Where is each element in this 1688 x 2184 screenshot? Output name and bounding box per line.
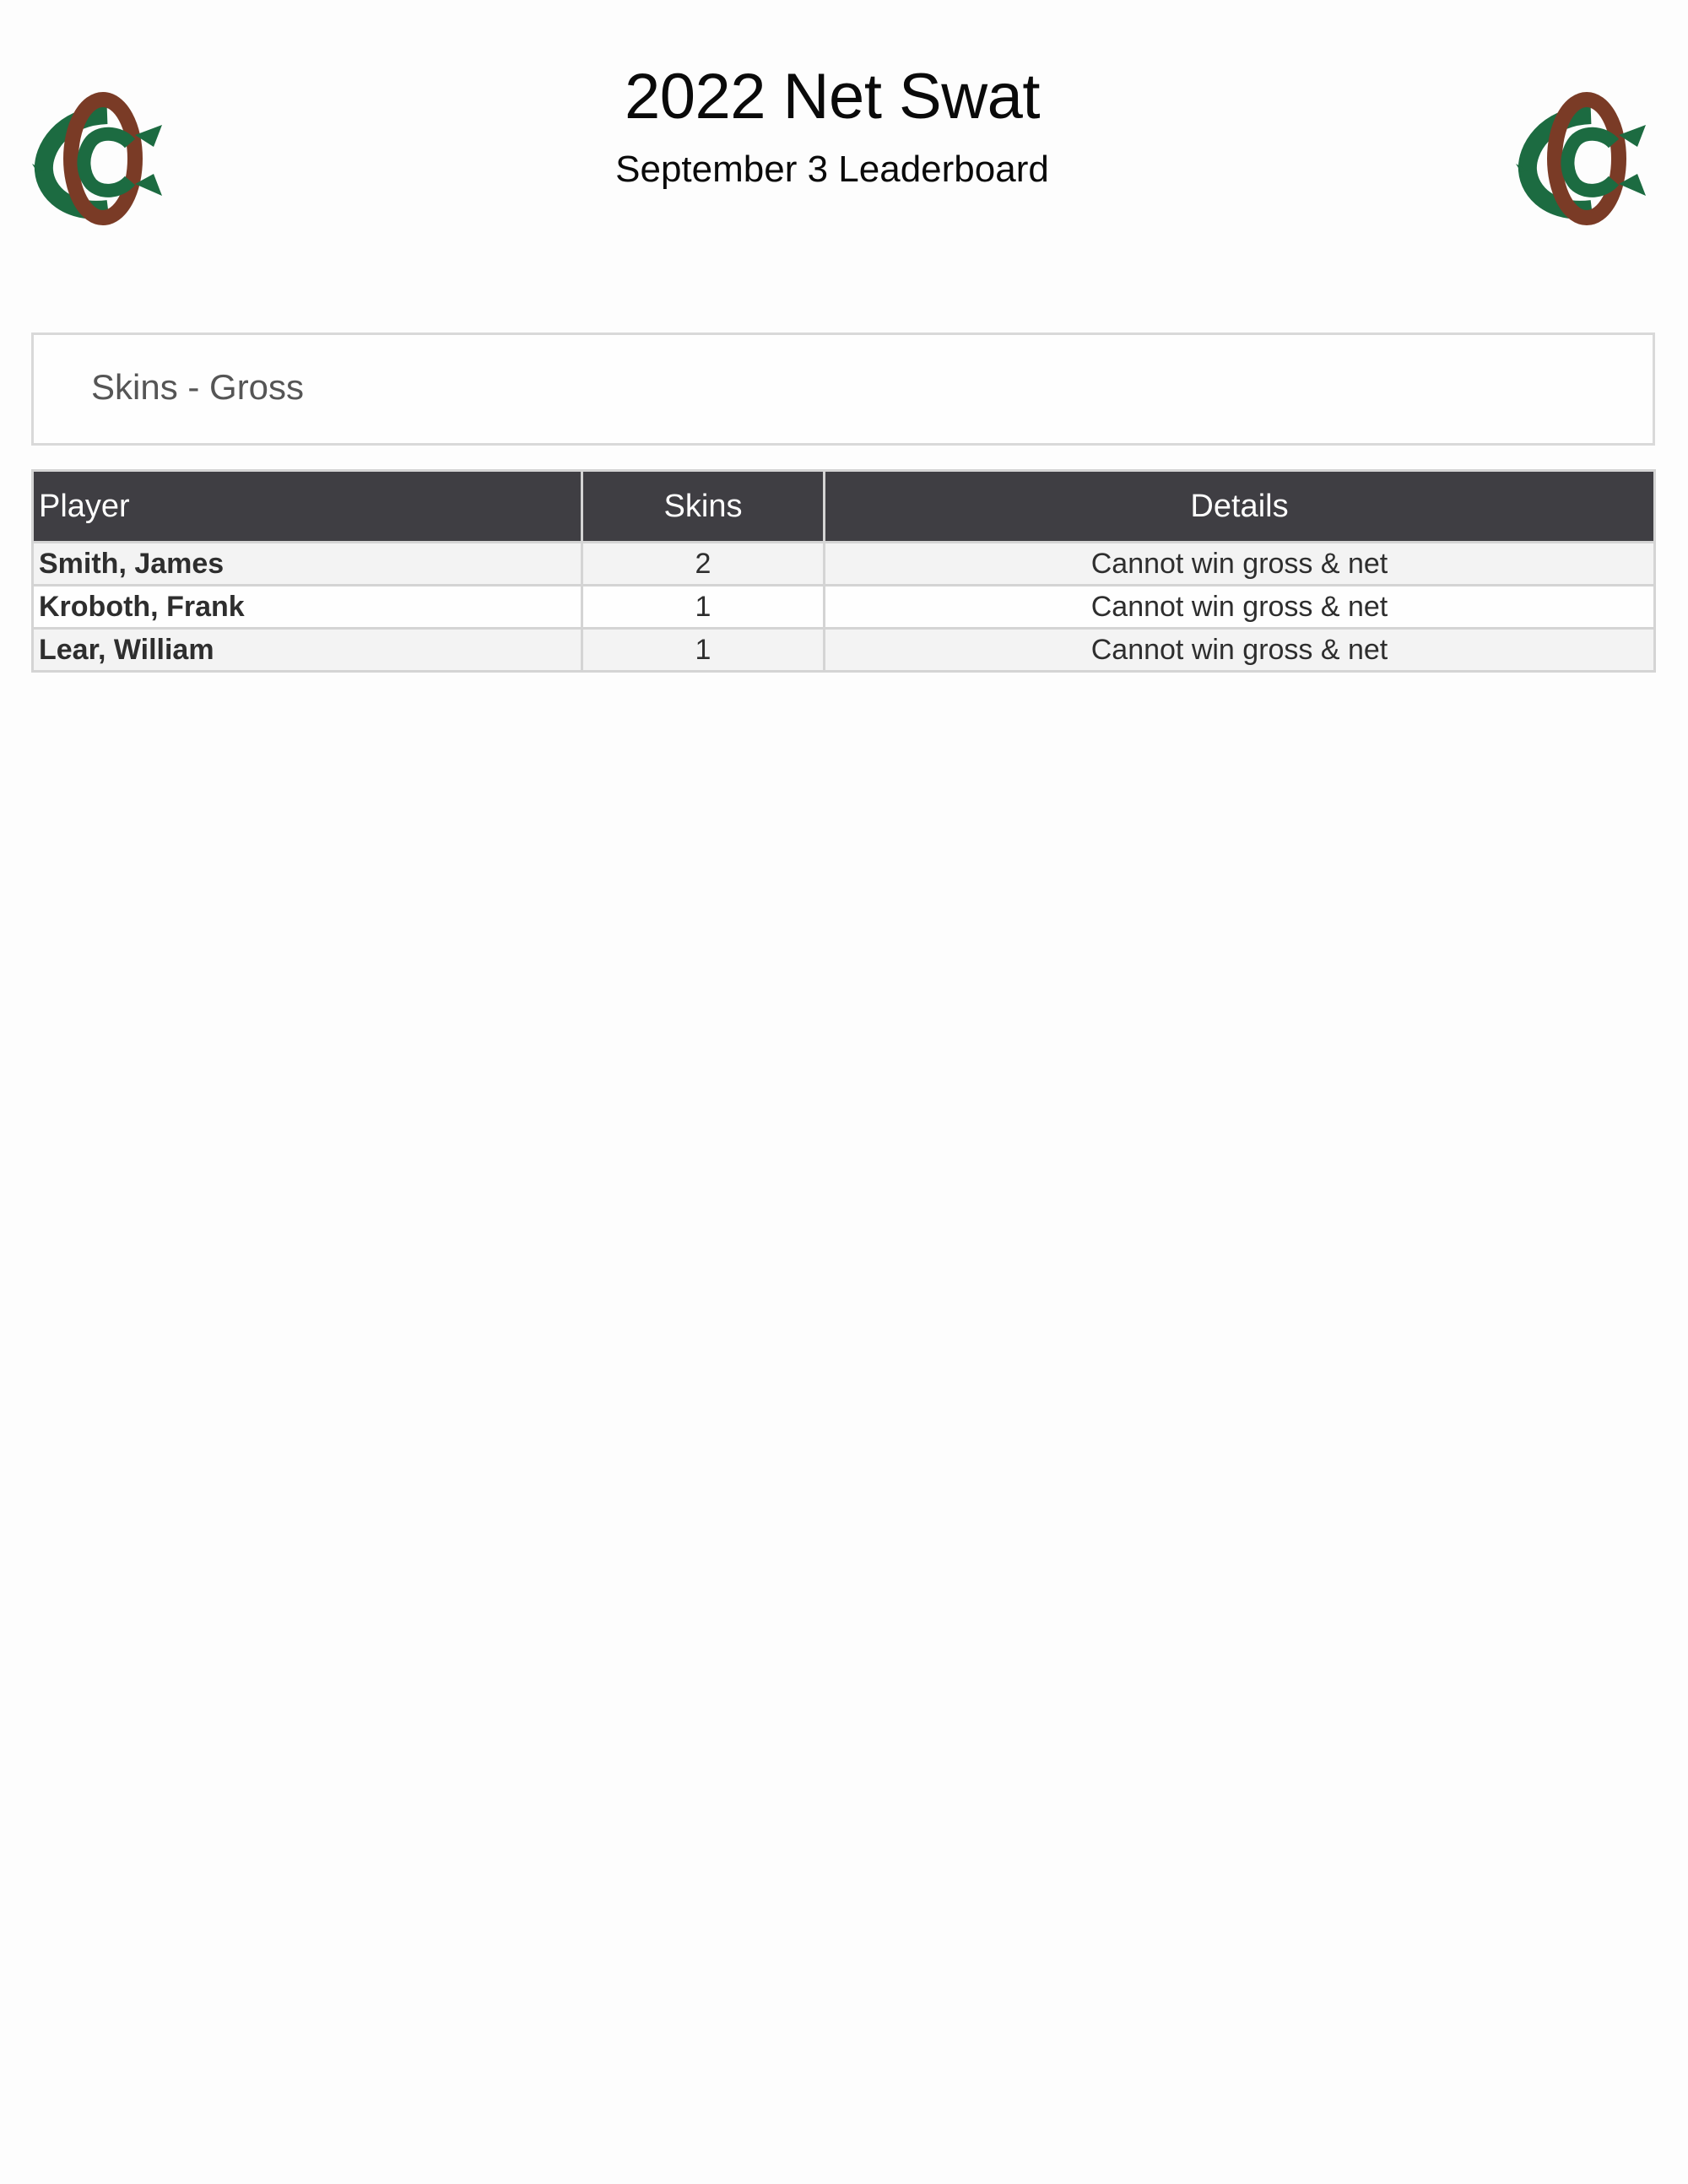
details-cell: Cannot win gross & net <box>825 586 1655 629</box>
table-row <box>33 543 1655 586</box>
column-header-player: Player <box>33 471 582 543</box>
column-header-skins: Skins <box>582 471 825 543</box>
player-name-cell: Kroboth, Frank <box>33 586 582 629</box>
table-row <box>33 629 1655 672</box>
section-title: Skins - Gross <box>91 367 305 407</box>
player-name-cell: Lear, William <box>33 629 582 672</box>
details-cell: Cannot win gross & net <box>825 629 1655 672</box>
table-row <box>33 586 1655 629</box>
page-subtitle: September 3 Leaderboard <box>615 149 1049 190</box>
player-name-cell: Smith, James <box>33 543 582 586</box>
skins-cell: 1 <box>582 629 825 672</box>
column-header-details: Details <box>825 471 1655 543</box>
section-header-box <box>31 332 1655 446</box>
leaderboard-table <box>31 469 1656 673</box>
page-title: 2022 Net Swat <box>624 61 1041 132</box>
details-cell: Cannot win gross & net <box>825 543 1655 586</box>
skins-cell: 2 <box>582 543 825 586</box>
table-header-row <box>33 471 1655 543</box>
skins-cell: 1 <box>582 586 825 629</box>
